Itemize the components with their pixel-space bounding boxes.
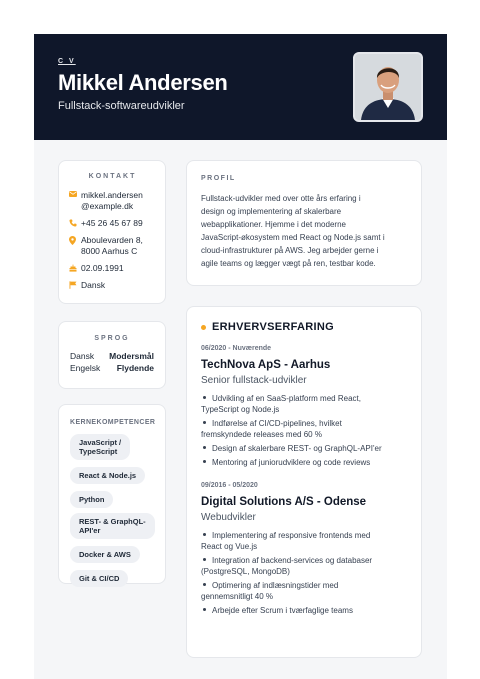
job-role: Senior fullstack-udvikler xyxy=(201,375,307,386)
profile-summary: Fullstack-udvikler med over otte års erfaring i design og implementering af skalerbare webapplikationer. Hjemme i det moderne JavaScript-økosystem med React og Node.js samt i cloud-infrastrukturer på AWS. Jeg arbejder gerne i agile teams og lægger vægt på ren, testbar kode. xyxy=(201,194,385,268)
job-bullet: Indførelse af CI/CD-pipelines, hvilket fremskyndede releases med 60 % xyxy=(201,419,342,439)
flag-icon xyxy=(69,281,81,289)
job-bullet: Integration af backend-services og databaser (PostgreSQL, MongoDB) xyxy=(201,556,373,576)
profile-heading: PROFIL xyxy=(201,175,236,182)
job-bullet: Design af skalerbare REST- og GraphQL-API'er xyxy=(201,443,411,454)
skills-heading: KERNEKOMPETENCER xyxy=(70,419,156,426)
cv-header xyxy=(34,34,447,140)
nationality: Dansk xyxy=(81,280,106,290)
language-name: Dansk xyxy=(70,351,95,361)
envelope-icon xyxy=(69,191,81,197)
phone-number: +45 26 45 67 89 xyxy=(81,218,143,228)
birthdate: 02.09.1991 xyxy=(81,263,124,273)
job-bullet: Udvikling af en SaaS-platform med React, TypeScript og Node.js xyxy=(201,394,361,414)
skill-pill: REST- & GraphQL- API'er xyxy=(70,513,155,539)
language-name: Engelsk xyxy=(70,363,101,373)
job-dates: 09/2016 - 05/2020 xyxy=(201,482,258,489)
contact-birthdate xyxy=(69,263,156,274)
language-row xyxy=(70,362,154,374)
email-line-2: @example.dk xyxy=(81,201,134,211)
language-level: Modersmål xyxy=(109,351,154,361)
person-portrait-icon xyxy=(355,54,421,120)
contact-nationality xyxy=(69,280,156,291)
job-bullet: Arbejde efter Scrum i tværfaglige teams xyxy=(201,605,411,616)
language-level: Flydende xyxy=(116,363,154,373)
email-line-1: mikkel.andersen xyxy=(81,190,143,200)
address-line-1: Aboulevarden 8, xyxy=(81,235,143,245)
contact-card xyxy=(58,160,166,304)
cv-page xyxy=(34,34,447,679)
experience-card xyxy=(186,306,422,658)
candidate-title: Fullstack-softwareudvikler xyxy=(58,100,185,112)
phone-icon xyxy=(69,219,81,227)
job-bullet: Mentoring af juniorudviklere og code reviews xyxy=(201,457,411,468)
job-bullet: Optimering af indlæsningstider med gennemsnitligt 40 % xyxy=(201,581,339,601)
contact-phone xyxy=(69,218,156,229)
job-company: TechNova ApS - Aarhus xyxy=(201,359,331,371)
languages-heading: SPROG xyxy=(94,335,130,342)
job-company: Digital Solutions A/S - Odense xyxy=(201,496,367,508)
skills-card xyxy=(58,404,166,584)
location-pin-icon xyxy=(69,236,81,245)
skill-pill: Python xyxy=(70,491,113,508)
contact-address xyxy=(69,235,156,257)
language-row xyxy=(70,350,154,362)
job-dates: 06/2020 - Nuværende xyxy=(201,345,272,352)
cv-label: C V xyxy=(58,58,76,65)
contact-email xyxy=(69,190,156,212)
profile-card xyxy=(186,160,422,286)
experience-heading: ERHVERVSERFARING xyxy=(201,321,411,333)
skill-pill: React & Node.js xyxy=(70,467,145,484)
cake-icon xyxy=(69,264,81,272)
job-entry xyxy=(201,345,411,468)
contact-heading: KONTAKT xyxy=(88,173,137,180)
job-entry xyxy=(201,482,411,616)
languages-card xyxy=(58,321,166,389)
job-bullet: Implementering af responsive frontends med React og Vue.js xyxy=(201,531,371,551)
skill-pill: JavaScript / TypeScript xyxy=(70,434,130,460)
skill-pill: Docker & AWS xyxy=(70,546,140,563)
profile-photo xyxy=(353,52,423,122)
skill-pill: Git & CI/CD xyxy=(70,570,128,587)
address-line-2: 8000 Aarhus C xyxy=(81,246,138,256)
candidate-name: Mikkel Andersen xyxy=(58,70,228,95)
bullet-dot-icon xyxy=(201,325,206,330)
job-role: Webudvikler xyxy=(201,512,256,523)
